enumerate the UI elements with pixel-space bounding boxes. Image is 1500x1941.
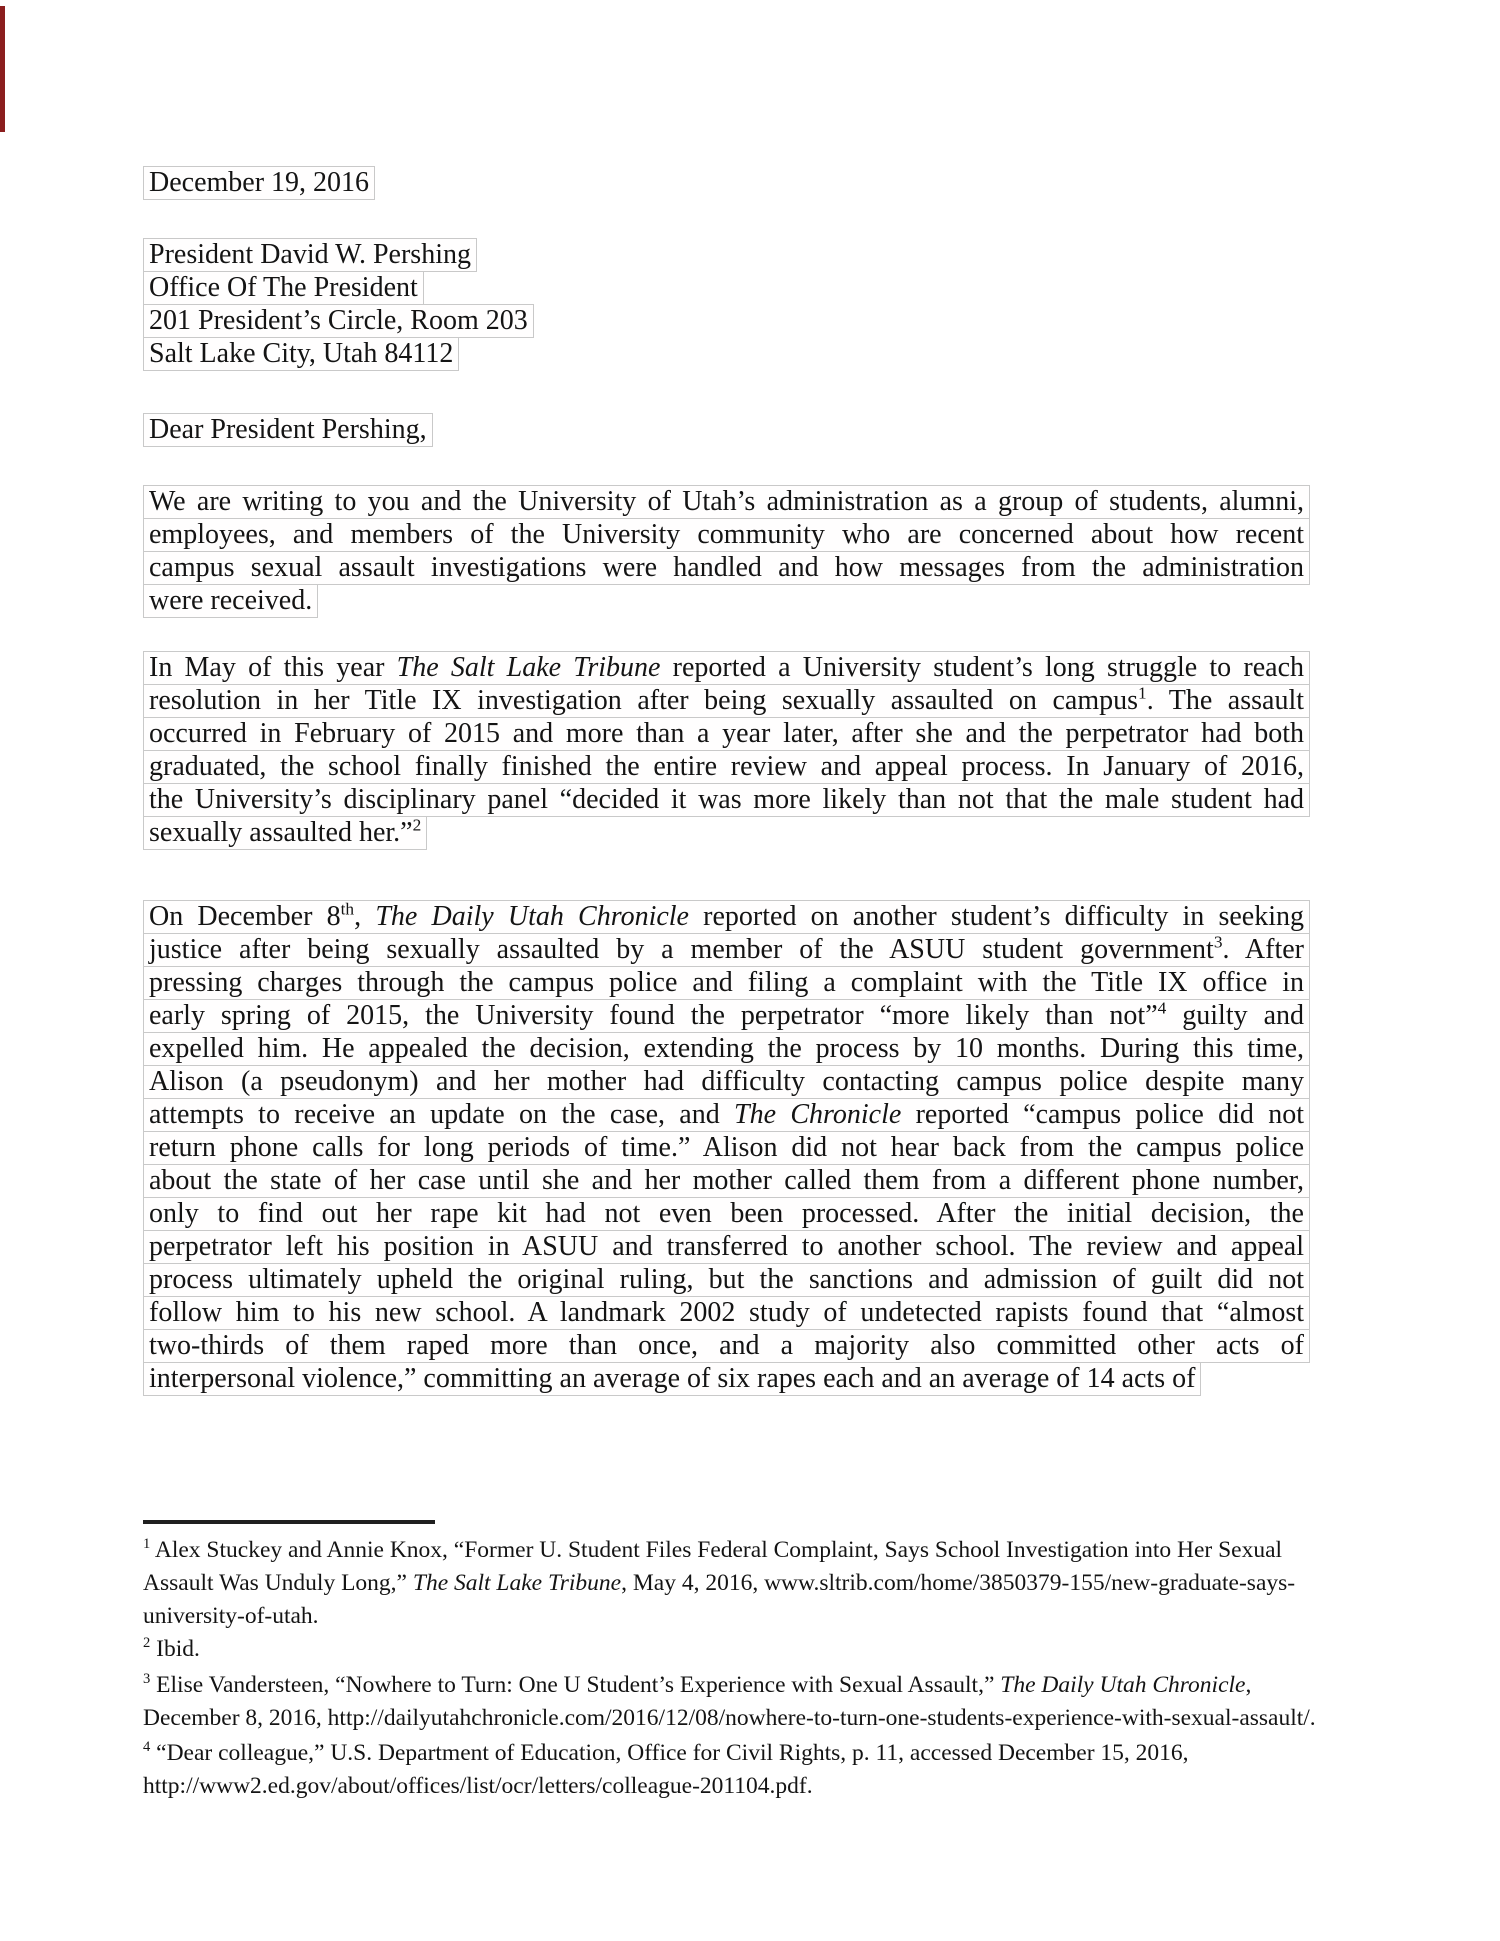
- footnote-line: http://www2.ed.gov/about/offices/list/ocr/letters/colleague-201104.pdf.: [143, 1773, 813, 1799]
- letter-date: December 19, 2016: [143, 166, 375, 200]
- footnote-line: $^4$ “Dear colleague,” U.S. Department of Education, Office for Civil Rights, p. 11, accessed December 15, 2016,: [143, 1739, 1189, 1766]
- recipient-address: [143, 238, 534, 371]
- paragraph-3: [143, 900, 1310, 1396]
- paragraph-2: [143, 651, 1310, 850]
- address-line: Office Of The President: [143, 271, 424, 305]
- footnote-1: [143, 1534, 1295, 1633]
- footnote-line: university-of-utah.: [143, 1603, 319, 1629]
- text-line: process ultimately upheld the original ruling, but the sanctions and admission of guilt did not: [143, 1263, 1310, 1297]
- text-line: We are writing to you and the University of Utah’s administration as a group of students, alumni,: [143, 485, 1310, 519]
- text-line: expelled him. He appealed the decision, extending the process by 10 months. During this time,: [143, 1032, 1310, 1066]
- text-line: two-thirds of them raped more than once, and a majority also committed other acts of: [143, 1329, 1310, 1363]
- address-line: President David W. Pershing: [143, 238, 477, 272]
- text-line: perpetrator left his position in ASUU and transferred to another school. The review and appeal: [143, 1230, 1310, 1264]
- salutation: Dear President Pershing,: [143, 413, 433, 447]
- text-line: resolution in her Title IX investigation after being sexually assaulted on campus$^1$. The assault: [143, 684, 1310, 718]
- footnote-2: [143, 1633, 200, 1666]
- text-line: Alison (a pseudonym) and her mother had difficulty contacting campus police despite many: [143, 1065, 1310, 1099]
- footnote-line: $^3$ Elise Vandersteen, “Nowhere to Turn: One U Student’s Experience with Sexual Assault,” The Daily Utah Chronicle,: [143, 1671, 1252, 1698]
- text-line: only to find out her rape kit had not even been processed. After the initial decision, the: [143, 1197, 1310, 1231]
- text-line: sexually assaulted her.”$^2$: [143, 816, 427, 850]
- footnote-line: December 8, 2016, http://dailyutahchronicle.com/2016/12/08/nowhere-to-turn-one-students-experience-with-sexual-assault/.: [143, 1705, 1316, 1731]
- text-line: campus sexual assault investigations were handled and how messages from the administration: [143, 551, 1310, 585]
- footnote-line: $^2$ Ibid.: [143, 1635, 200, 1662]
- text-line: pressing charges through the campus police and filing a complaint with the Title IX office in: [143, 966, 1310, 1000]
- text-line: interpersonal violence,” committing an average of six rapes each and an average of 14 acts of: [143, 1362, 1201, 1396]
- text-line: justice after being sexually assaulted by a member of the ASUU student government$^3$. After: [143, 933, 1310, 967]
- text-line: early spring of 2015, the University found the perpetrator “more likely than not”$^4$ guilty and: [143, 999, 1310, 1033]
- footnote-3: [143, 1669, 1316, 1735]
- text-line: follow him to his new school. A landmark 2002 study of undetected rapists found that “almost: [143, 1296, 1310, 1330]
- text-line: attempts to receive an update on the case, and The Chronicle reported “campus police did not: [143, 1098, 1310, 1132]
- footnote-4: [143, 1737, 1189, 1803]
- scan-artifact: [0, 6, 5, 132]
- text-line: employees, and members of the University community who are concerned about how recent: [143, 518, 1310, 552]
- text-line: In May of this year The Salt Lake Tribune reported a University student’s long struggle to reach: [143, 651, 1310, 685]
- text-line: return phone calls for long periods of time.” Alison did not hear back from the campus police: [143, 1131, 1310, 1165]
- footnote-line: $^1$ Alex Stuckey and Annie Knox, “Former U. Student Files Federal Complaint, Says School Investigation into Her Sexual: [143, 1536, 1283, 1563]
- address-line: 201 President’s Circle, Room 203: [143, 304, 534, 338]
- address-line: Salt Lake City, Utah 84112: [143, 337, 459, 371]
- footnote-line: Assault Was Unduly Long,” The Salt Lake Tribune, May 4, 2016, www.sltrib.com/home/3850379-155/new-graduate-says-: [143, 1570, 1296, 1596]
- text-line: about the state of her case until she and her mother called them from a different phone number,: [143, 1164, 1310, 1198]
- text-line: were received.: [143, 584, 318, 618]
- text-line: occurred in February of 2015 and more than a year later, after she and the perpetrator had both: [143, 717, 1310, 751]
- text-line: On December 8th, The Daily Utah Chronicle reported on another student’s difficulty in seeking: [143, 900, 1310, 934]
- paragraph-1: [143, 485, 1310, 618]
- text-line: the University’s disciplinary panel “decided it was more likely than not that the male student had: [143, 783, 1310, 817]
- footnote-separator: [143, 1520, 435, 1524]
- text-line: graduated, the school finally finished the entire review and appeal process. In January of 2016,: [143, 750, 1310, 784]
